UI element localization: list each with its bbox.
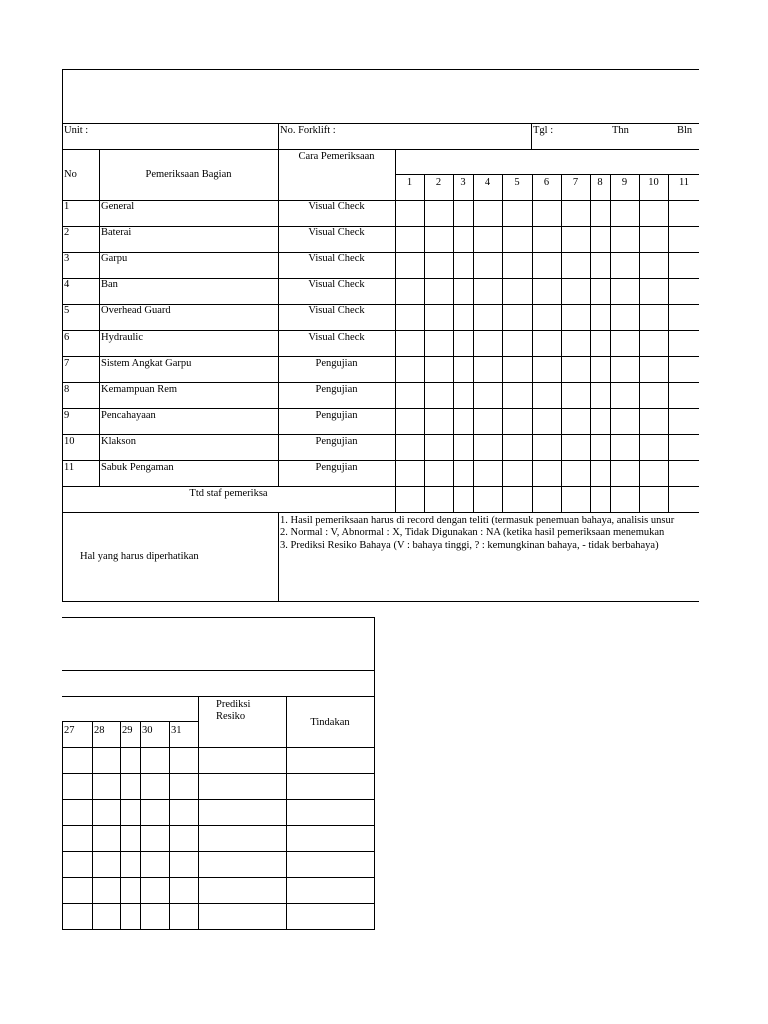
row-method: Visual Check <box>308 332 365 343</box>
row-number: 3 <box>64 253 70 264</box>
row-part: Overhead Guard <box>101 305 171 316</box>
method-column-header: Cara Pemeriksaan <box>298 151 375 162</box>
row-method: Visual Check <box>308 279 365 290</box>
row-number: 7 <box>64 358 70 369</box>
row-method: Pengujian <box>315 384 358 395</box>
day-header-4: 4 <box>484 177 491 188</box>
row-number: 9 <box>64 410 70 421</box>
row-part: Baterai <box>101 227 132 238</box>
day-header-9: 9 <box>621 177 628 188</box>
row-method: Visual Check <box>308 201 365 212</box>
row-number: 10 <box>64 436 75 447</box>
action-header: Tindakan <box>310 717 350 728</box>
day-header-5: 5 <box>514 177 520 188</box>
day-header-7: 7 <box>572 177 579 188</box>
row-number: 6 <box>64 332 70 343</box>
row-part: Ban <box>101 279 118 290</box>
row-part: Sabuk Pengaman <box>101 462 174 473</box>
row-method: Pengujian <box>315 358 358 369</box>
part-column-header: Pemeriksaan Bagian <box>145 169 232 180</box>
day-header-29: 29 <box>122 725 133 736</box>
date-label: Tgl : <box>533 125 554 136</box>
row-method: Visual Check <box>308 305 365 316</box>
row-number: 5 <box>64 305 70 316</box>
day-header-28: 28 <box>94 725 105 736</box>
row-method: Visual Check <box>308 227 365 238</box>
day-header-3: 3 <box>460 177 466 188</box>
note-line-2: 2. Normal : V, Abnormal : X, Tidak Digunakan : NA (ketika hasil pemeriksaan menemukan <box>280 527 665 538</box>
day-header-31: 31 <box>171 725 182 736</box>
day-header-8: 8 <box>597 177 603 188</box>
month-label: Bln <box>677 125 693 136</box>
signature-label: Ttd staf pemeriksa <box>189 488 268 499</box>
row-method: Pengujian <box>315 436 358 447</box>
forklift-number-label: No. Forklift : <box>280 125 336 136</box>
row-part: Hydraulic <box>101 332 143 343</box>
row-number: 1 <box>64 201 70 212</box>
row-part: Klakson <box>101 436 136 447</box>
note-line-3: 3. Prediksi Resiko Bahaya (V : bahaya tinggi, ? : kemungkinan bahaya, - tidak berbahaya) <box>280 540 659 551</box>
row-method: Pengujian <box>315 462 358 473</box>
row-number: 4 <box>64 279 70 290</box>
unit-label: Unit : <box>64 125 89 136</box>
row-part: Pencahayaan <box>101 410 156 421</box>
day-header-6: 6 <box>543 177 550 188</box>
row-method: Visual Check <box>308 253 365 264</box>
risk-prediction-header-line1: Prediksi <box>216 699 251 710</box>
day-header-1: 1 <box>406 177 413 188</box>
notes-label: Hal yang harus diperhatikan <box>80 551 199 562</box>
row-number: 2 <box>64 227 70 238</box>
row-part: Sistem Angkat Garpu <box>101 358 192 369</box>
row-method: Pengujian <box>315 410 358 421</box>
day-header-2: 2 <box>435 177 442 188</box>
day-header-10: 10 <box>648 177 659 188</box>
row-number: 11 <box>64 462 75 473</box>
risk-prediction-header-line2: Resiko <box>216 711 246 722</box>
note-line-1: 1. Hasil pemeriksaan harus di record dengan teliti (termasuk penemuan bahaya, analisis unsur <box>280 515 675 526</box>
row-part: General <box>101 201 135 212</box>
row-part: Kemampuan Rem <box>101 384 178 395</box>
row-part: Garpu <box>101 253 128 264</box>
year-label: Thn <box>612 125 629 136</box>
row-number: 8 <box>64 384 70 395</box>
no-column-header: No <box>64 169 77 180</box>
day-header-11: 11 <box>678 177 690 188</box>
day-header-27: 27 <box>64 725 75 736</box>
day-header-30: 30 <box>142 725 153 736</box>
